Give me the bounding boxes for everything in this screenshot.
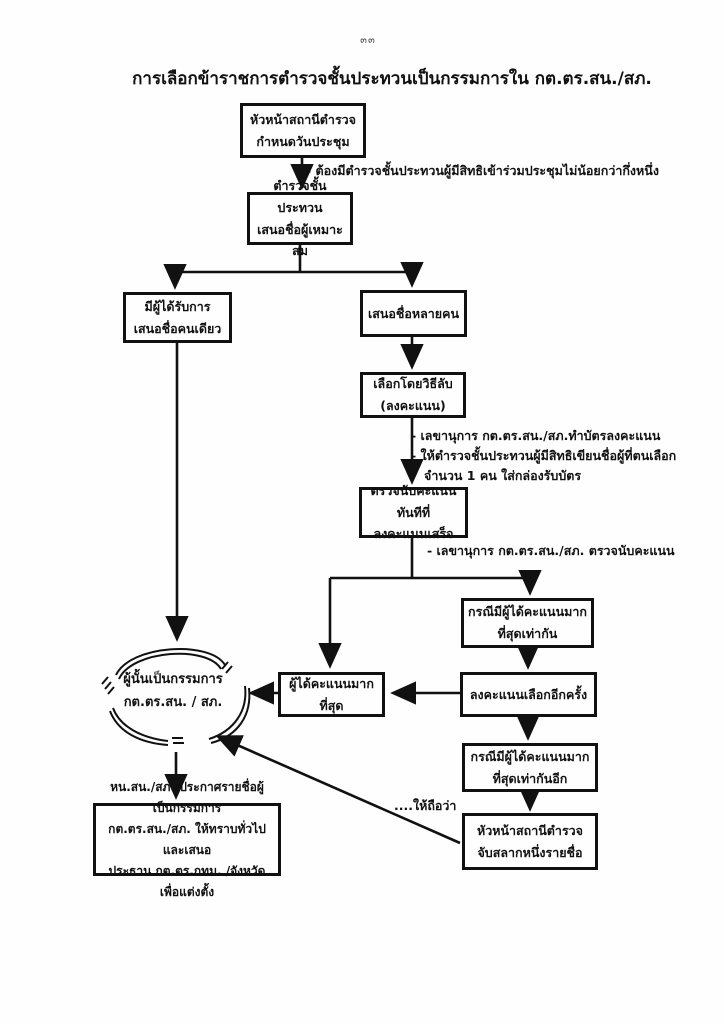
node-text: (ลงคะแนน) xyxy=(380,398,446,413)
node-multiple-nominees xyxy=(360,290,467,337)
node-text: ผู้นั้นเป็นกรรมการ xyxy=(123,672,223,687)
node-count-votes xyxy=(359,482,468,542)
note-ballot-1: - เลขานุการ กต.ตร.สน./สภ.ทำบัตรลงคะแนน xyxy=(411,428,661,443)
node-text: มีผู้ได้รับการ xyxy=(144,298,211,314)
node-text: เสนอชื่อผู้เหมาะสม xyxy=(257,221,343,259)
node-text: ตำรวจชั้นประทวน xyxy=(273,177,327,215)
node-text: เสนอชื่อคนเดียว xyxy=(133,320,222,336)
node-text: กำหนดวันประชุม xyxy=(256,133,350,149)
node-tie-again xyxy=(462,743,598,792)
note-ballot-3: จำนวน 1 คน ใส่กล่องรับบัตร xyxy=(424,468,582,483)
node-committee-result xyxy=(108,668,238,715)
page-number-mark: ๓๓ xyxy=(360,35,376,46)
node-highest-votes xyxy=(278,672,385,717)
node-text: จับสลากหนึ่งรายชื่อ xyxy=(477,844,583,860)
node-text: กรณีมีผู้ได้คะแนนมาก xyxy=(468,604,587,620)
node-text: ลงคะแนนเลือกอีกครั้ง xyxy=(469,686,588,702)
node-text: ที่สุดเท่ากัน xyxy=(497,626,558,641)
node-ncos-propose xyxy=(247,177,353,259)
node-text: กรณีมีผู้ได้คะแนนมาก xyxy=(470,748,590,764)
node-text: ตรวจนับคะแนนทันทีที่ xyxy=(370,482,457,520)
node-text: หัวหน้าสถานีตำรวจ xyxy=(476,822,584,838)
node-single-nominee xyxy=(123,292,232,343)
node-text: เลือกโดยวิธีลับ xyxy=(373,376,453,392)
node-announce xyxy=(93,779,281,899)
node-text: กต.ตร.สน./สภ. ให้ทราบทั่วไป และเสนอ xyxy=(108,821,266,857)
note-considered-as: ....ให้ถือว่า xyxy=(394,798,457,813)
node-text: หน.สน./สภ. ประกาศรายชื่อผู้ เป็นกรรมการ xyxy=(110,779,264,815)
node-text: ที่สุดเท่ากันอีก xyxy=(492,770,568,786)
node-revote xyxy=(460,672,597,717)
node-draw-lots xyxy=(462,813,598,870)
note-ballot-2: - ให้ตำรวจชั้นประทวนผู้มีสิทธิเขียนชื่อผู้ที่ตนเลือก xyxy=(411,448,677,463)
node-text: กต.ตร.สน. / สภ. xyxy=(123,695,223,711)
node-secret-vote xyxy=(360,372,466,418)
node-text: เสนอชื่อหลายคน xyxy=(367,305,460,321)
node-text: หัวหน้าสถานีตำรวจ xyxy=(249,111,357,127)
note-count: - เลขานุการ กต.ตร.สน./สภ. ตรวจนับคะแนน xyxy=(427,543,675,558)
node-tie-case xyxy=(461,598,594,648)
node-text: ผู้ได้คะแนนมากที่สุด xyxy=(289,675,374,713)
node-chief-set-meeting xyxy=(240,103,366,158)
page-title: การเลือกข้าราชการตำรวจชั้นประทวนเป็นกรรมการใน กต.ตร.สน./สภ. xyxy=(132,69,652,89)
sketch-tick-bottom xyxy=(172,738,184,743)
node-text: ลงคะแนนเสร็จ xyxy=(373,526,454,542)
node-text: ประธาน กต.ตร.กทม. /จังหวัด เพื่อแต่งตั้ง xyxy=(108,863,266,899)
note-quorum: - ต้องมีตำรวจชั้นประทวนผู้มีสิทธิเข้าร่วมประชุมไม่น้อยกว่ากึ่งหนึ่ง xyxy=(306,163,659,178)
